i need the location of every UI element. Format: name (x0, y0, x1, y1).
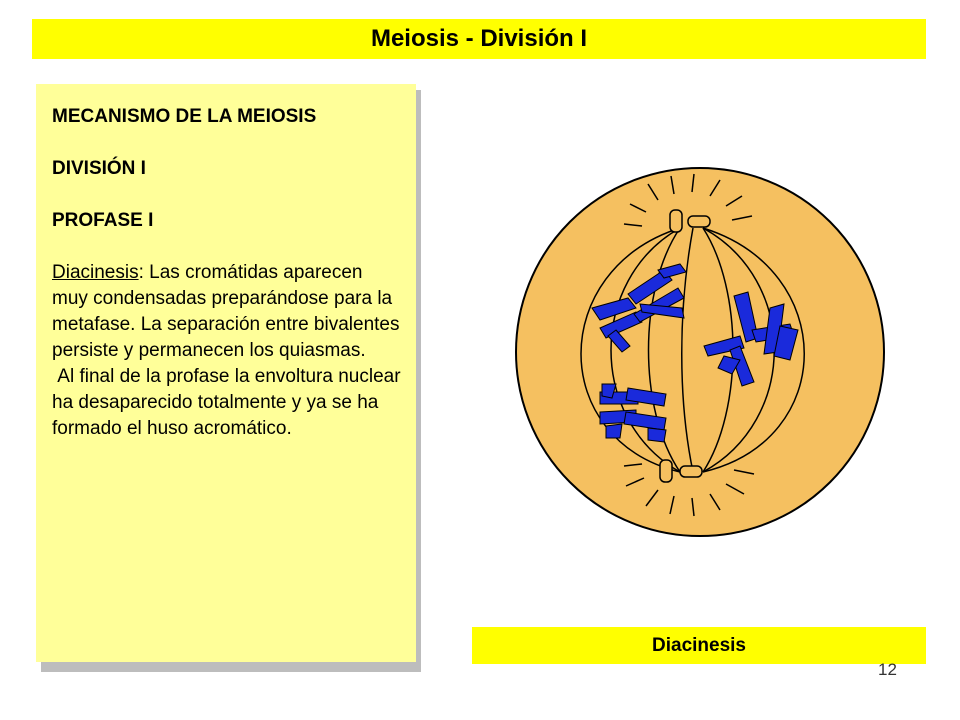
heading-mechanism: MECANISMO DE LA MEIOSIS (52, 106, 317, 127)
centriole-bottom-2 (680, 466, 702, 477)
centriole-bottom-1 (660, 460, 672, 482)
heading-division: DIVISIÓN I (52, 158, 146, 179)
caption-bar (472, 627, 926, 664)
caption-text: Diacinesis (652, 634, 746, 656)
centriole-top-1 (670, 210, 682, 232)
text-note-panel (36, 84, 416, 662)
description-part1: : Las cromátidas aparecen muy condensadas preparándose para la metafase. La separación entre bivalentes persiste y permanecen los quiasmas. (52, 262, 400, 361)
diakinesis-cell-diagram (508, 160, 892, 544)
centriole-top-2 (688, 216, 710, 227)
slide-title-bar (32, 19, 926, 59)
description-part2: Al final de la profase la envoltura nuclear ha desaparecido totalmente y ya se ha formado el huso acromático. (52, 366, 401, 439)
heading-prophase: PROFASE I (52, 210, 154, 231)
page-number: 12 (878, 660, 897, 679)
term-diacinesis: Diacinesis (52, 262, 139, 283)
description-paragraph (52, 260, 402, 442)
slide-title: Meiosis - División I (370, 25, 588, 52)
